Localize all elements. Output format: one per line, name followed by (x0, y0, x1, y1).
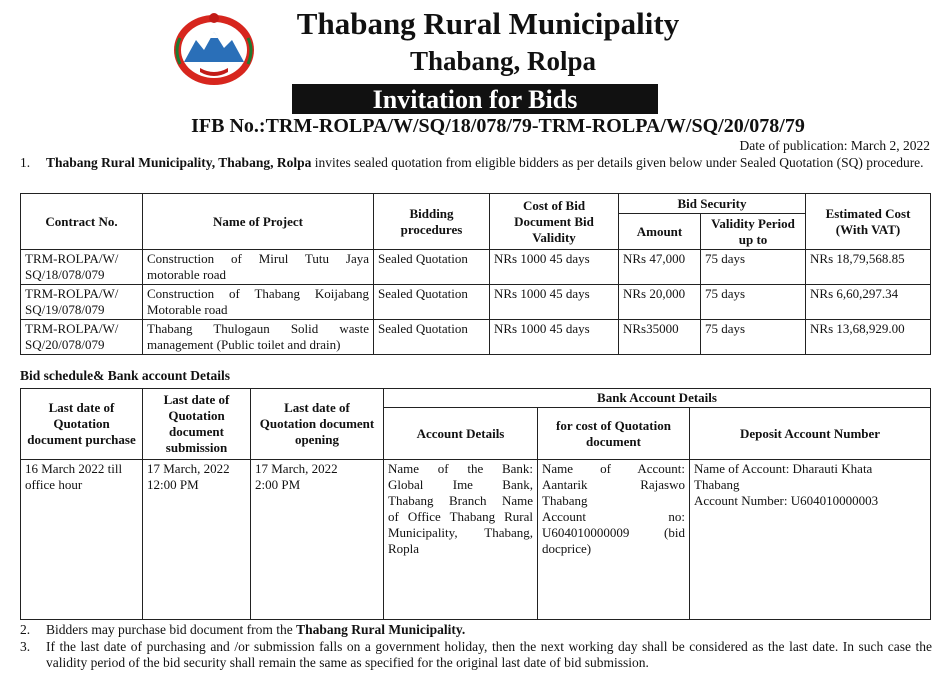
purchase-date-cell: 16 March 2022 till office hour (21, 460, 143, 620)
ifb-number: IFB No.:TRM-ROLPA/W/SQ/18/078/79-TRM-ROLPA/W/SQ/20/078/79 (191, 115, 805, 137)
account-details-cell: Name of the Bank: Global Ime Bank, Thabang Branch Name of Office Thabang Rural Municipality, Thabang, Ropla (384, 460, 538, 620)
cost-cell: NRs 1000 45 days (490, 285, 619, 320)
contract-no-cell: TRM-ROLPA/W/ SQ/20/078/079 (21, 320, 143, 355)
estimate-cell: NRs 13,68,929.00 (806, 320, 931, 355)
amount-cell: NRs 47,000 (619, 250, 701, 285)
project-name-cell: Construction of Mirul Tutu Jaya motorable road (143, 250, 374, 285)
header-amount: Amount (619, 214, 701, 250)
amount-cell: NRs 20,000 (619, 285, 701, 320)
header-project-name: Name of Project (143, 194, 374, 250)
schedule-row (21, 460, 931, 620)
header-contract-no: Contract No. (21, 194, 143, 250)
validity-cell: 75 days (701, 320, 806, 355)
contract-no-cell: TRM-ROLPA/W/ SQ/18/078/079 (21, 250, 143, 285)
contract-row (21, 250, 931, 285)
contract-row (21, 320, 931, 355)
validity-cell: 75 days (701, 250, 806, 285)
header-cost-bid-document: Cost of Bid Document Bid Validity (490, 194, 619, 250)
project-name-cell: Construction of Thabang Koijabang Motorable road (143, 285, 374, 320)
submission-date-cell: 17 March, 2022 12:00 PM (143, 460, 251, 620)
bidding-cell: Sealed Quotation (374, 250, 490, 285)
header-account-details: Account Details (384, 408, 538, 460)
location-title: Thabang, Rolpa (409, 46, 597, 76)
note-item: 2. Bidders may purchase bid document from the Thabang Rural Municipality. (20, 622, 466, 637)
header-estimated-cost: Estimated Cost (With VAT) (806, 194, 931, 250)
header-opening-date: Last date of Quotation document opening (251, 389, 384, 460)
project-name-cell: Thabang Thulogaun Solid waste management (Public toilet and drain) (143, 320, 374, 355)
publication-date: Date of publication: March 2, 2022 (739, 138, 930, 153)
estimate-cell: NRs 6,60,297.34 (806, 285, 931, 320)
contracts-table (20, 193, 931, 355)
bid-schedule-table (20, 388, 931, 620)
estimate-cell: NRs 18,79,568.85 (806, 250, 931, 285)
opening-date-cell: 17 March, 2022 2:00 PM (251, 460, 384, 620)
intro-number: 1. (20, 155, 31, 170)
invitation-banner: Invitation for Bids (292, 84, 658, 114)
header-bidding-procedures: Bidding procedures (374, 194, 490, 250)
header-purchase-date: Last date of Quotation document purchase (21, 389, 143, 460)
intro-paragraph (20, 155, 932, 171)
header-submission-date: Last date of Quotation document submission (143, 389, 251, 460)
amount-cell: NRs35000 (619, 320, 701, 355)
contract-row (21, 285, 931, 320)
bidding-cell: Sealed Quotation (374, 285, 490, 320)
header-bid-security: Bid Security (619, 194, 806, 214)
header-cost-of-document: for cost of Quotation document (538, 408, 690, 460)
header-bank-account-details: Bank Account Details (384, 389, 931, 408)
cost-account-cell: Name of Account: Aantarik Rajaswo Thabang Account no: U604010000009 (bid docprice) (538, 460, 690, 620)
intro-bold: Thabang Rural Municipality, Thabang, Rolpa (46, 155, 312, 170)
bid-schedule-heading: Bid schedule& Bank account Details (20, 368, 231, 383)
bidding-cell: Sealed Quotation (374, 320, 490, 355)
validity-cell: 75 days (701, 285, 806, 320)
intro-text: invites sealed quotation from eligible bidders as per details given below under Sealed Quotation (SQ) procedure. (311, 155, 924, 170)
cost-cell: NRs 1000 45 days (490, 250, 619, 285)
municipality-title: Thabang Rural Municipality (296, 6, 680, 41)
header-deposit-account: Deposit Account Number (690, 408, 931, 460)
note-item: 3. If the last date of purchasing and /or submission falls on a government holiday, then the next working day shall be considered as the last date. In such case the validity period of the bid security shall remain the same as specified for the original last date of bid submission. (20, 639, 932, 670)
contract-no-cell: TRM-ROLPA/W/ SQ/19/078/079 (21, 285, 143, 320)
deposit-account-cell: Name of Account: Dharauti Khata Thabang Account Number: U604010000003 (690, 460, 931, 620)
header-validity-period: Validity Period up to (701, 214, 806, 250)
cost-cell: NRs 1000 45 days (490, 320, 619, 355)
